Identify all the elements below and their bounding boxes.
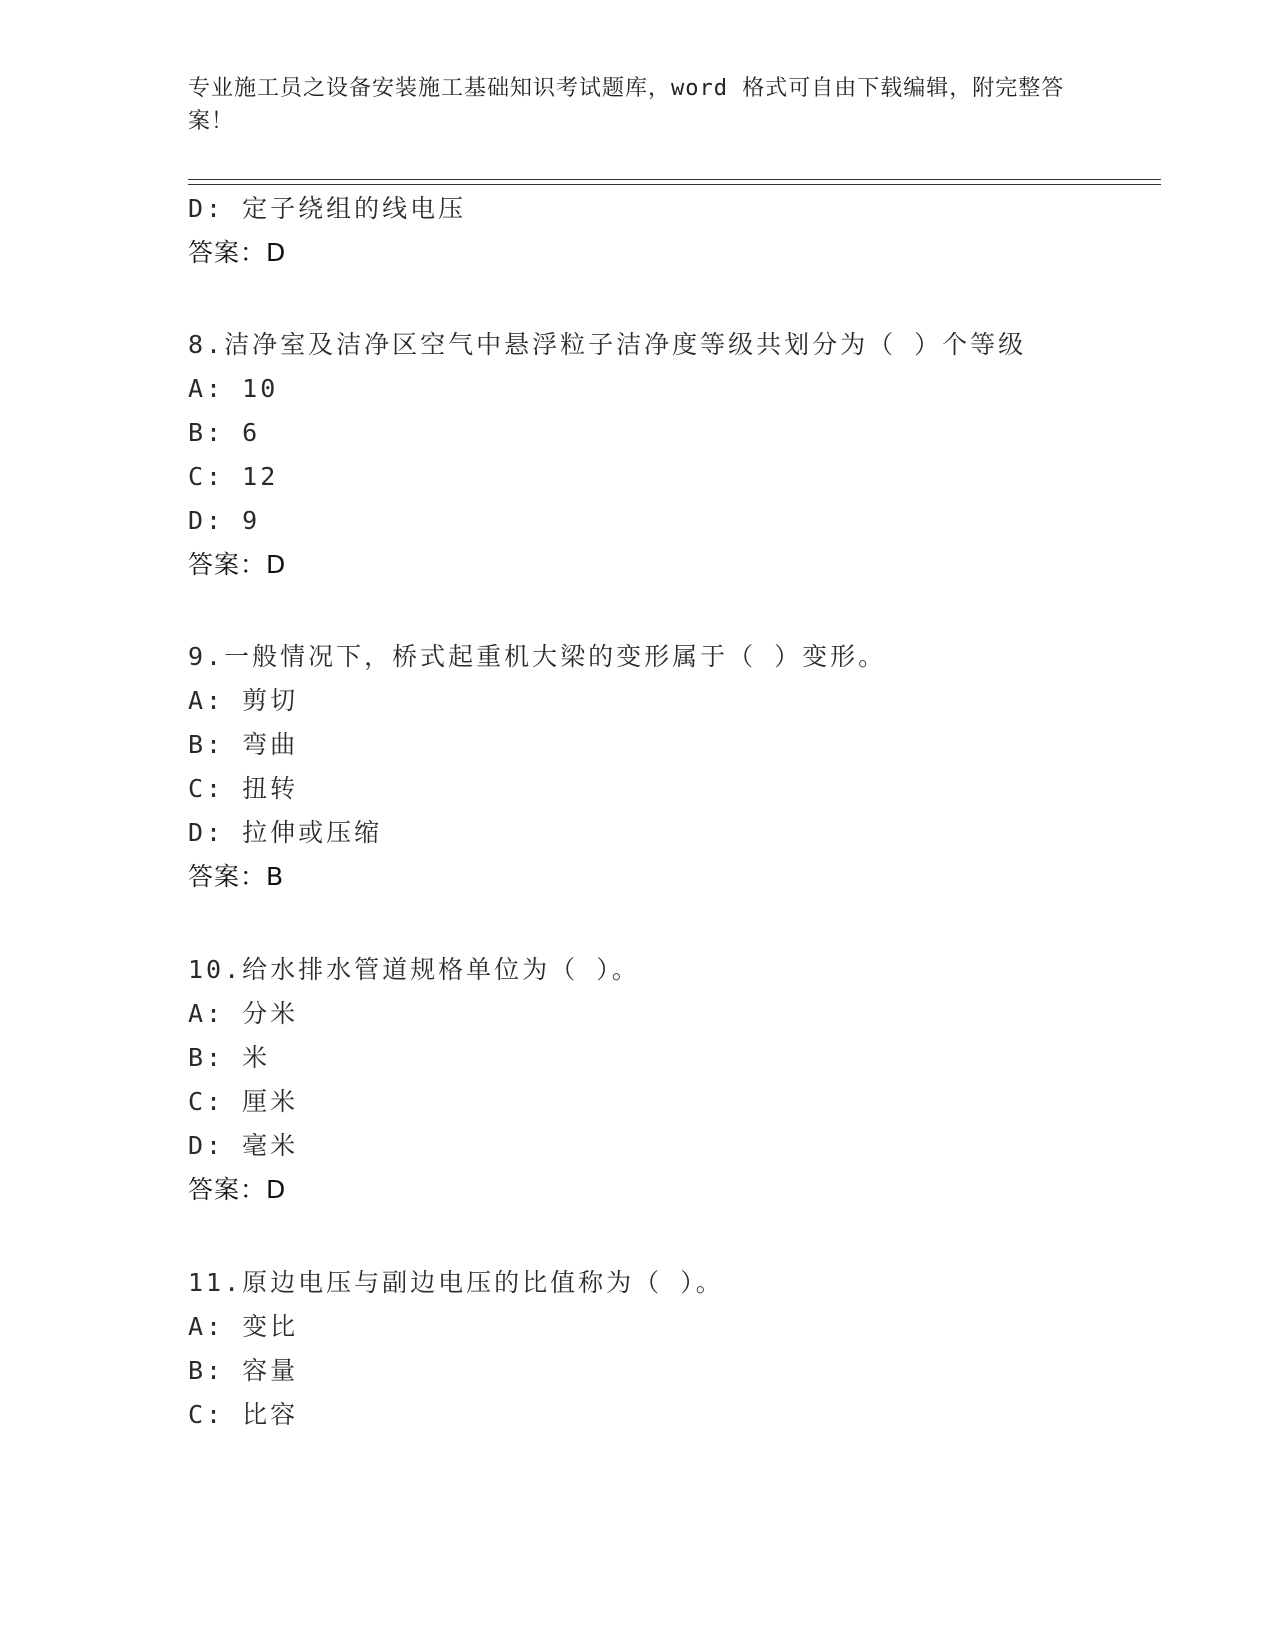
document-header: 专业施工员之设备安装施工基础知识考试题库，word 格式可自由下载编辑，附完整答案！: [188, 76, 1065, 134]
option-d: D: 拉伸或压缩: [188, 818, 383, 847]
option-a: A: 10: [188, 374, 279, 403]
option-b: B: 弯曲: [188, 730, 299, 759]
option-c: C: 比容: [188, 1400, 299, 1429]
answer-line: 答案：D: [188, 550, 287, 579]
answer-line: 答案：D: [188, 1175, 287, 1204]
option-a: A: 剪切: [188, 686, 299, 715]
option-d: D: 9: [188, 506, 261, 535]
option-c: C: 扭转: [188, 774, 299, 803]
header-divider-bottom: [188, 184, 1161, 185]
option-c: C: 12: [188, 462, 279, 491]
option-b: B: 米: [188, 1043, 271, 1072]
option-c: C: 厘米: [188, 1087, 299, 1116]
option-d: D: 毫米: [188, 1131, 299, 1160]
question-stem: 8.洁净室及洁净区空气中悬浮粒子洁净度等级共划分为（ ）个等级: [188, 330, 1027, 359]
header-divider-top: [188, 179, 1161, 180]
option-b: B: 容量: [188, 1356, 299, 1385]
option-d: D: 定子绕组的线电压: [188, 194, 467, 223]
option-a: A: 变比: [188, 1312, 299, 1341]
answer-line: 答案：D: [188, 238, 287, 267]
answer-line: 答案：B: [188, 862, 285, 891]
question-stem: 9.一般情况下，桥式起重机大梁的变形属于（ ）变形。: [188, 642, 887, 671]
question-stem: 11.原边电压与副边电压的比值称为（ ）。: [188, 1268, 724, 1297]
question-stem: 10.给水排水管道规格单位为（ ）。: [188, 955, 640, 984]
option-b: B: 6: [188, 418, 261, 447]
option-a: A: 分米: [188, 999, 299, 1028]
